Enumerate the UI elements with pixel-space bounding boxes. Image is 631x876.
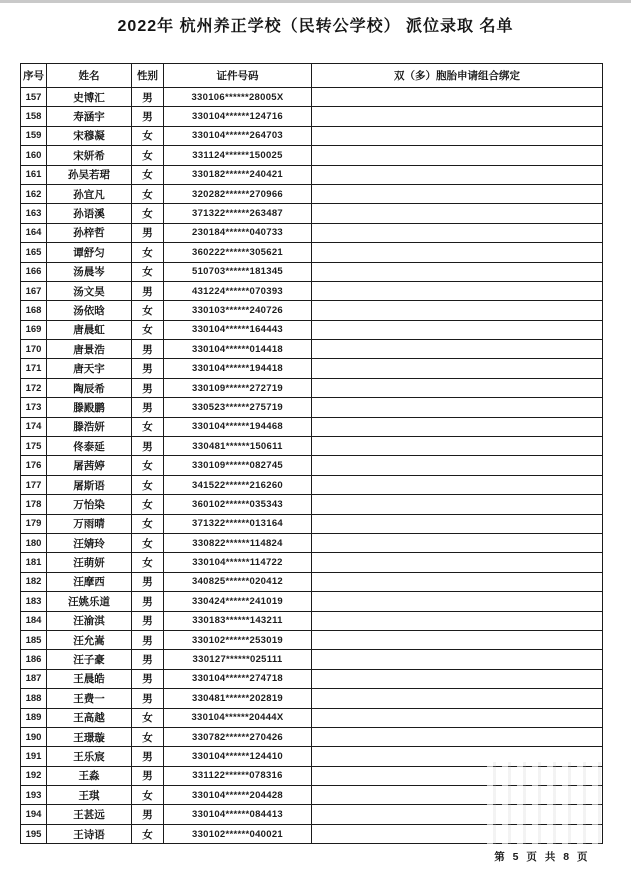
cell-twin (312, 281, 603, 300)
table-row (21, 378, 603, 397)
cell-twin (312, 689, 603, 708)
cell-no: 176 (21, 456, 47, 475)
cell-twin (312, 650, 603, 669)
cell-no: 166 (21, 262, 47, 281)
table-header (21, 64, 603, 88)
table-row (21, 786, 603, 805)
page-top-edge (0, 0, 631, 3)
table-row (21, 184, 603, 203)
cell-id: 330104******274718 (164, 669, 312, 688)
cell-name: 汪渝淇 (47, 611, 132, 630)
cell-id: 330104******20444X (164, 708, 312, 727)
cell-gender: 女 (132, 727, 164, 746)
cell-name: 孙梓哲 (47, 223, 132, 242)
cell-gender: 女 (132, 301, 164, 320)
cell-twin (312, 805, 603, 824)
cell-no: 162 (21, 184, 47, 203)
cell-id: 330782******270426 (164, 727, 312, 746)
cell-id: 330822******114824 (164, 533, 312, 552)
cell-twin (312, 146, 603, 165)
cell-gender: 女 (132, 146, 164, 165)
cell-name: 孙语溪 (47, 204, 132, 223)
cell-twin (312, 592, 603, 611)
cell-gender: 男 (132, 766, 164, 785)
cell-gender: 男 (132, 378, 164, 397)
cell-name: 宋妍希 (47, 146, 132, 165)
cell-gender: 男 (132, 572, 164, 591)
cell-no: 171 (21, 359, 47, 378)
cell-id: 330104******194468 (164, 417, 312, 436)
cell-name: 王费一 (47, 689, 132, 708)
cell-gender: 女 (132, 243, 164, 262)
cell-name: 王璟璇 (47, 727, 132, 746)
cell-gender: 女 (132, 495, 164, 514)
cell-no: 190 (21, 727, 47, 746)
table-row (21, 708, 603, 727)
cell-id: 340825******020412 (164, 572, 312, 591)
cell-name: 唐天宇 (47, 359, 132, 378)
cell-twin (312, 824, 603, 843)
table-row (21, 650, 603, 669)
cell-id: 330104******084413 (164, 805, 312, 824)
cell-name: 汪婧玲 (47, 533, 132, 552)
cell-gender: 男 (132, 611, 164, 630)
table-row (21, 281, 603, 300)
cell-id: 330102******040021 (164, 824, 312, 843)
cell-gender: 女 (132, 553, 164, 572)
cell-no: 161 (21, 165, 47, 184)
cell-gender: 女 (132, 262, 164, 281)
table-row (21, 766, 603, 785)
cell-no: 188 (21, 689, 47, 708)
cell-twin (312, 708, 603, 727)
cell-name: 汤依晗 (47, 301, 132, 320)
cell-twin (312, 611, 603, 630)
cell-gender: 女 (132, 184, 164, 203)
col-header-twin: 双（多）胞胎申请组合绑定 (312, 64, 603, 88)
cell-name: 唐晨虹 (47, 320, 132, 339)
table-row (21, 340, 603, 359)
table-row (21, 630, 603, 649)
table-row (21, 398, 603, 417)
col-header-id: 证件号码 (164, 64, 312, 88)
cell-no: 195 (21, 824, 47, 843)
cell-twin (312, 398, 603, 417)
cell-no: 185 (21, 630, 47, 649)
table-row (21, 126, 603, 145)
cell-no: 170 (21, 340, 47, 359)
cell-gender: 女 (132, 165, 164, 184)
cell-gender: 男 (132, 689, 164, 708)
table-row (21, 320, 603, 339)
table-row (21, 475, 603, 494)
cell-gender: 女 (132, 126, 164, 145)
cell-no: 187 (21, 669, 47, 688)
table-row (21, 417, 603, 436)
cell-gender: 女 (132, 708, 164, 727)
cell-id: 330104******114722 (164, 553, 312, 572)
cell-id: 371322******013164 (164, 514, 312, 533)
cell-gender: 男 (132, 437, 164, 456)
table-row (21, 456, 603, 475)
cell-gender: 男 (132, 107, 164, 126)
cell-twin (312, 243, 603, 262)
table-row (21, 689, 603, 708)
cell-gender: 男 (132, 88, 164, 107)
cell-gender: 女 (132, 320, 164, 339)
table-row (21, 572, 603, 591)
cell-name: 唐景浩 (47, 340, 132, 359)
table-row (21, 204, 603, 223)
cell-id: 510703******181345 (164, 262, 312, 281)
cell-id: 330182******240421 (164, 165, 312, 184)
cell-name: 王乐宸 (47, 747, 132, 766)
cell-twin (312, 340, 603, 359)
table-row (21, 553, 603, 572)
table-row (21, 359, 603, 378)
cell-gender: 男 (132, 805, 164, 824)
cell-id: 341522******216260 (164, 475, 312, 494)
cell-no: 164 (21, 223, 47, 242)
table-row (21, 437, 603, 456)
cell-name: 孙吴若珺 (47, 165, 132, 184)
cell-twin (312, 747, 603, 766)
cell-twin (312, 107, 603, 126)
cell-id: 330183******143211 (164, 611, 312, 630)
table-row (21, 514, 603, 533)
cell-gender: 女 (132, 786, 164, 805)
cell-no: 174 (21, 417, 47, 436)
cell-no: 180 (21, 533, 47, 552)
table-row (21, 165, 603, 184)
cell-id: 331124******150025 (164, 146, 312, 165)
cell-gender: 男 (132, 592, 164, 611)
cell-gender: 男 (132, 359, 164, 378)
cell-no: 160 (21, 146, 47, 165)
cell-no: 169 (21, 320, 47, 339)
cell-name: 万雨晴 (47, 514, 132, 533)
cell-no: 183 (21, 592, 47, 611)
table-row (21, 824, 603, 843)
cell-name: 屠茜婷 (47, 456, 132, 475)
cell-id: 330104******124716 (164, 107, 312, 126)
cell-id: 330104******164443 (164, 320, 312, 339)
cell-twin (312, 320, 603, 339)
col-header-name: 姓名 (47, 64, 132, 88)
cell-name: 滕浩妍 (47, 417, 132, 436)
cell-no: 193 (21, 786, 47, 805)
cell-name: 陶辰希 (47, 378, 132, 397)
table-row (21, 805, 603, 824)
cell-no: 178 (21, 495, 47, 514)
table-row (21, 262, 603, 281)
cell-gender: 男 (132, 747, 164, 766)
cell-name: 万怡染 (47, 495, 132, 514)
cell-twin (312, 766, 603, 785)
cell-no: 172 (21, 378, 47, 397)
cell-twin (312, 126, 603, 145)
cell-name: 汪姚乐道 (47, 592, 132, 611)
cell-id: 330523******275719 (164, 398, 312, 417)
cell-name: 佟泰延 (47, 437, 132, 456)
table-row (21, 88, 603, 107)
cell-name: 汪子豪 (47, 650, 132, 669)
cell-no: 192 (21, 766, 47, 785)
cell-name: 王高越 (47, 708, 132, 727)
cell-id: 330104******264703 (164, 126, 312, 145)
cell-gender: 男 (132, 398, 164, 417)
cell-twin (312, 456, 603, 475)
table-row (21, 747, 603, 766)
table-row (21, 669, 603, 688)
cell-gender: 女 (132, 824, 164, 843)
cell-id: 360222******305621 (164, 243, 312, 262)
cell-no: 165 (21, 243, 47, 262)
cell-twin (312, 417, 603, 436)
cell-twin (312, 786, 603, 805)
cell-id: 230184******040733 (164, 223, 312, 242)
cell-id: 330109******272719 (164, 378, 312, 397)
table-row (21, 495, 603, 514)
cell-id: 330106******28005X (164, 88, 312, 107)
table-body (21, 88, 603, 844)
table-row (21, 223, 603, 242)
cell-gender: 女 (132, 533, 164, 552)
cell-name: 滕殿鹏 (47, 398, 132, 417)
cell-name: 寿涵宇 (47, 107, 132, 126)
cell-id: 330481******150611 (164, 437, 312, 456)
cell-id: 320282******270966 (164, 184, 312, 203)
cell-gender: 女 (132, 475, 164, 494)
cell-no: 186 (21, 650, 47, 669)
cell-name: 孙宜凡 (47, 184, 132, 203)
cell-name: 史博汇 (47, 88, 132, 107)
cell-id: 330104******204428 (164, 786, 312, 805)
cell-gender: 男 (132, 669, 164, 688)
cell-twin (312, 359, 603, 378)
cell-no: 182 (21, 572, 47, 591)
header-row (21, 64, 603, 88)
cell-no: 163 (21, 204, 47, 223)
table-row (21, 301, 603, 320)
cell-gender: 男 (132, 223, 164, 242)
cell-name: 汪摩西 (47, 572, 132, 591)
col-header-no: 序号 (21, 64, 47, 88)
cell-twin (312, 223, 603, 242)
cell-name: 屠斯语 (47, 475, 132, 494)
cell-id: 330102******253019 (164, 630, 312, 649)
cell-id: 330481******202819 (164, 689, 312, 708)
col-header-gender: 性别 (132, 64, 164, 88)
cell-id: 331122******078316 (164, 766, 312, 785)
cell-no: 181 (21, 553, 47, 572)
cell-id: 330104******124410 (164, 747, 312, 766)
cell-no: 158 (21, 107, 47, 126)
cell-no: 177 (21, 475, 47, 494)
cell-twin (312, 630, 603, 649)
cell-id: 330127******025111 (164, 650, 312, 669)
cell-id: 330103******240726 (164, 301, 312, 320)
page-title: 2022年 杭州养正学校（民转公学校） 派位录取 名单 (117, 18, 514, 35)
cell-gender: 女 (132, 204, 164, 223)
cell-id: 330104******014418 (164, 340, 312, 359)
cell-name: 汪允嵩 (47, 630, 132, 649)
cell-no: 157 (21, 88, 47, 107)
cell-no: 189 (21, 708, 47, 727)
table-row (21, 243, 603, 262)
cell-id: 330104******194418 (164, 359, 312, 378)
cell-twin (312, 301, 603, 320)
cell-id: 431224******070393 (164, 281, 312, 300)
cell-name: 汪萌妍 (47, 553, 132, 572)
cell-twin (312, 475, 603, 494)
cell-gender: 男 (132, 630, 164, 649)
cell-twin (312, 727, 603, 746)
cell-twin (312, 553, 603, 572)
cell-gender: 男 (132, 340, 164, 359)
cell-twin (312, 572, 603, 591)
cell-twin (312, 378, 603, 397)
cell-name: 汤文昊 (47, 281, 132, 300)
cell-name: 王诗语 (47, 824, 132, 843)
cell-name: 王晨皓 (47, 669, 132, 688)
table-row (21, 533, 603, 552)
cell-gender: 女 (132, 514, 164, 533)
cell-name: 宋穆凝 (47, 126, 132, 145)
table-row (21, 727, 603, 746)
cell-twin (312, 165, 603, 184)
cell-id: 360102******035343 (164, 495, 312, 514)
cell-no: 194 (21, 805, 47, 824)
table-row (21, 592, 603, 611)
cell-no: 173 (21, 398, 47, 417)
cell-no: 175 (21, 437, 47, 456)
cell-twin (312, 514, 603, 533)
cell-no: 159 (21, 126, 47, 145)
cell-id: 371322******263487 (164, 204, 312, 223)
cell-gender: 女 (132, 417, 164, 436)
cell-gender: 男 (132, 281, 164, 300)
cell-no: 167 (21, 281, 47, 300)
cell-id: 330424******241019 (164, 592, 312, 611)
cell-no: 179 (21, 514, 47, 533)
cell-twin (312, 533, 603, 552)
cell-twin (312, 184, 603, 203)
admission-roster-table (20, 63, 603, 844)
cell-twin (312, 669, 603, 688)
cell-name: 王琪 (47, 786, 132, 805)
cell-no: 184 (21, 611, 47, 630)
table-row (21, 107, 603, 126)
cell-id: 330109******082745 (164, 456, 312, 475)
cell-name: 王淼 (47, 766, 132, 785)
page-number: 第 5 页 共 8 页 (494, 851, 590, 863)
cell-twin (312, 437, 603, 456)
cell-name: 汤晨岑 (47, 262, 132, 281)
cell-twin (312, 262, 603, 281)
cell-twin (312, 204, 603, 223)
cell-no: 191 (21, 747, 47, 766)
cell-twin (312, 88, 603, 107)
cell-twin (312, 495, 603, 514)
table-row (21, 146, 603, 165)
cell-gender: 男 (132, 650, 164, 669)
cell-name: 王甚远 (47, 805, 132, 824)
cell-gender: 女 (132, 456, 164, 475)
cell-no: 168 (21, 301, 47, 320)
cell-name: 谭舒匀 (47, 243, 132, 262)
table-row (21, 611, 603, 630)
